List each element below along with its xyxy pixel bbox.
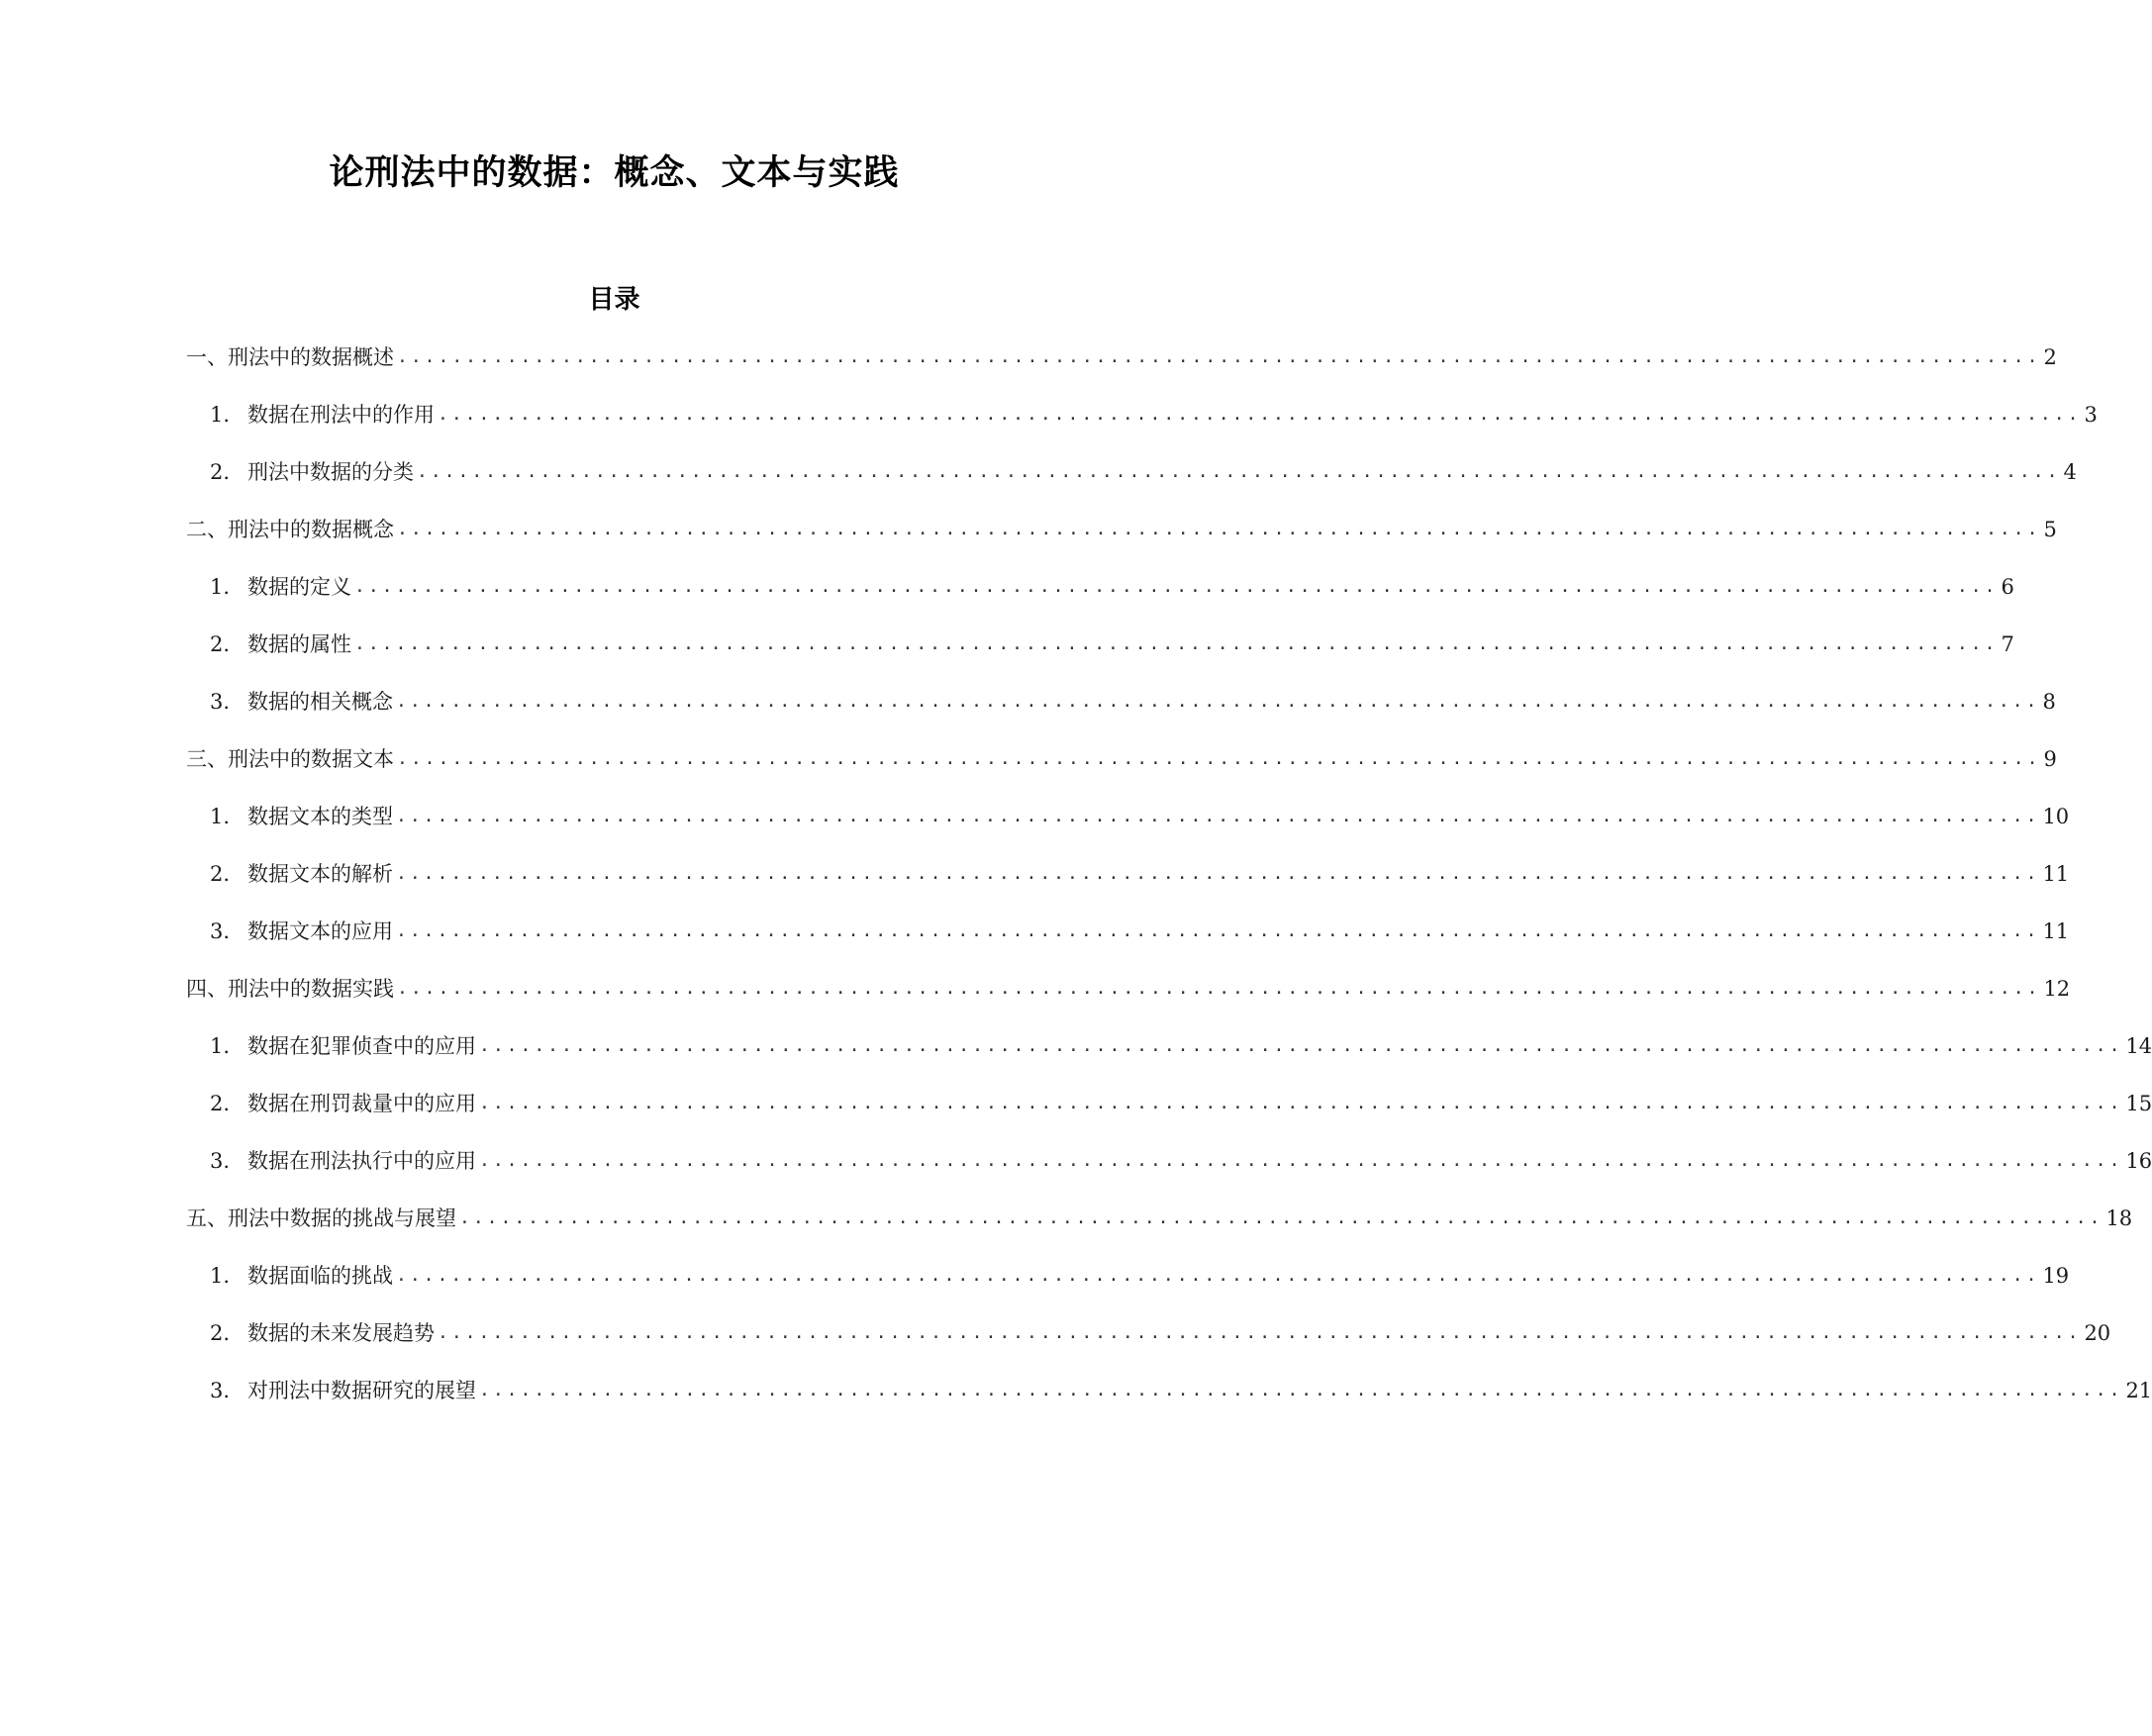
- toc-dot-leader: ........................................................................................................................: [396, 1265, 2040, 1286]
- toc-dot-leader: ........................................................................................................................: [396, 691, 2040, 712]
- toc-entry-number: 1.: [210, 1034, 231, 1058]
- toc-subsection-entry[interactable]: [210, 571, 2014, 603]
- toc-dot-leader: ........................................................................................................................: [397, 519, 2041, 539]
- toc-subsection-entry[interactable]: [210, 801, 2070, 832]
- toc-entry-title: 数据的相关概念: [247, 690, 393, 714]
- toc-dot-leader: ........................................................................................................................: [354, 633, 1999, 654]
- toc-subsection-entry[interactable]: [210, 916, 2070, 947]
- toc-heading: 目录: [588, 285, 640, 315]
- toc-section-entry[interactable]: [186, 341, 2057, 373]
- toc-page-number: 18: [2105, 1206, 2133, 1230]
- toc-subsection-entry[interactable]: [210, 1145, 2152, 1177]
- toc-entry-title: 数据在犯罪侦查中的应用: [247, 1034, 476, 1058]
- toc-page-number: 3: [2084, 403, 2098, 427]
- toc-section-entry[interactable]: [186, 1203, 2133, 1234]
- document-title: 论刑法中的数据：概念、文本与实践: [329, 153, 900, 193]
- toc-subsection-entry[interactable]: [210, 686, 2056, 718]
- toc-entry-title: 一、刑法中的数据概述: [186, 345, 394, 369]
- toc-dot-leader: ........................................................................................................................: [396, 863, 2040, 884]
- toc-page-number: 20: [2084, 1321, 2111, 1345]
- toc-page-number: 5: [2043, 518, 2057, 541]
- toc-subsection-entry[interactable]: [210, 1088, 2152, 1119]
- toc-entry-title: 数据面临的挑战: [247, 1264, 393, 1288]
- toc-entry-number: 3.: [210, 919, 231, 943]
- toc-page-number: 4: [2063, 460, 2077, 484]
- toc-dot-leader: ........................................................................................................................: [397, 748, 2041, 769]
- toc-dot-leader: ........................................................................................................................: [479, 1093, 2123, 1113]
- toc-page-number: 11: [2042, 919, 2070, 943]
- toc-section-entry[interactable]: [186, 743, 2057, 775]
- toc-subsection-entry[interactable]: [210, 456, 2077, 488]
- toc-entry-title: 数据的属性: [247, 632, 351, 656]
- toc-page-number: 12: [2043, 977, 2071, 1001]
- toc-page-number: 11: [2042, 862, 2070, 886]
- toc-page-number: 2: [2043, 345, 2057, 369]
- toc-dot-leader: ........................................................................................................................: [438, 1322, 2082, 1343]
- toc-page-number: 21: [2125, 1379, 2152, 1402]
- toc-entry-title: 数据在刑法执行中的应用: [247, 1149, 476, 1173]
- toc-page-number: 7: [2001, 632, 2014, 656]
- toc-subsection-entry[interactable]: [210, 1317, 2111, 1349]
- toc-page-number: 19: [2042, 1264, 2070, 1288]
- toc-subsection-entry[interactable]: [210, 858, 2070, 890]
- toc-entry-number: 3.: [210, 1379, 231, 1402]
- toc-entry-title: 数据文本的应用: [247, 919, 393, 943]
- toc-page-number: 8: [2042, 690, 2056, 714]
- toc-entry-number: 2.: [210, 1092, 231, 1115]
- toc-entry-title: 数据的未来发展趋势: [247, 1321, 435, 1345]
- toc-dot-leader: ........................................................................................................................: [479, 1035, 2123, 1056]
- toc-entry-title: 对刑法中数据研究的展望: [247, 1379, 476, 1402]
- toc-entry-title: 数据在刑法中的作用: [247, 403, 435, 427]
- toc-entry-title: 数据的定义: [247, 575, 351, 599]
- toc-dot-leader: ........................................................................................................................: [396, 806, 2040, 826]
- toc-entry-number: 2.: [210, 862, 231, 886]
- toc-dot-leader: ........................................................................................................................: [417, 461, 2061, 482]
- toc-dot-leader: ........................................................................................................................: [397, 978, 2041, 999]
- toc-entry-title: 三、刑法中的数据文本: [186, 747, 394, 771]
- toc-entry-number: 2.: [210, 632, 231, 656]
- toc-entry-title: 刑法中数据的分类: [247, 460, 414, 484]
- toc-entry-title: 数据在刑罚裁量中的应用: [247, 1092, 476, 1115]
- toc-dot-leader: ........................................................................................................................: [397, 346, 2041, 367]
- toc-entry-title: 五、刑法中数据的挑战与展望: [186, 1206, 456, 1230]
- toc-entry-number: 1.: [210, 403, 231, 427]
- toc-entry-title: 四、刑法中的数据实践: [186, 977, 394, 1001]
- toc-page-number: 15: [2125, 1092, 2152, 1115]
- toc-page-number: 14: [2125, 1034, 2152, 1058]
- toc-entry-number: 1.: [210, 805, 231, 828]
- toc-subsection-entry[interactable]: [210, 628, 2014, 660]
- toc-page-number: 6: [2001, 575, 2014, 599]
- toc-entry-number: 2.: [210, 1321, 231, 1345]
- toc-dot-leader: ........................................................................................................................: [459, 1207, 2103, 1228]
- toc-entry-title: 数据文本的解析: [247, 862, 393, 886]
- toc-subsection-entry[interactable]: [210, 1260, 2070, 1292]
- toc-entry-number: 3.: [210, 1149, 231, 1173]
- toc-subsection-entry[interactable]: [210, 1030, 2152, 1062]
- toc-entry-title: 数据文本的类型: [247, 805, 393, 828]
- toc-section-entry[interactable]: [186, 514, 2057, 545]
- toc-entry-number: 1.: [210, 575, 231, 599]
- toc-entry-number: 1.: [210, 1264, 231, 1288]
- toc-entry-number: 3.: [210, 690, 231, 714]
- toc-dot-leader: ........................................................................................................................: [479, 1380, 2123, 1400]
- toc-page-number: 9: [2043, 747, 2057, 771]
- toc-page-number: 10: [2042, 805, 2070, 828]
- toc-section-entry[interactable]: [186, 973, 2071, 1005]
- toc-subsection-entry[interactable]: [210, 1375, 2152, 1406]
- toc-dot-leader: ........................................................................................................................: [396, 920, 2040, 941]
- toc-entry-number: 2.: [210, 460, 231, 484]
- toc-dot-leader: ........................................................................................................................: [479, 1150, 2123, 1171]
- toc-dot-leader: ........................................................................................................................: [438, 404, 2082, 425]
- toc-page-number: 16: [2125, 1149, 2152, 1173]
- toc-entry-title: 二、刑法中的数据概念: [186, 518, 394, 541]
- toc-subsection-entry[interactable]: [210, 399, 2098, 431]
- toc-dot-leader: ........................................................................................................................: [354, 576, 1999, 597]
